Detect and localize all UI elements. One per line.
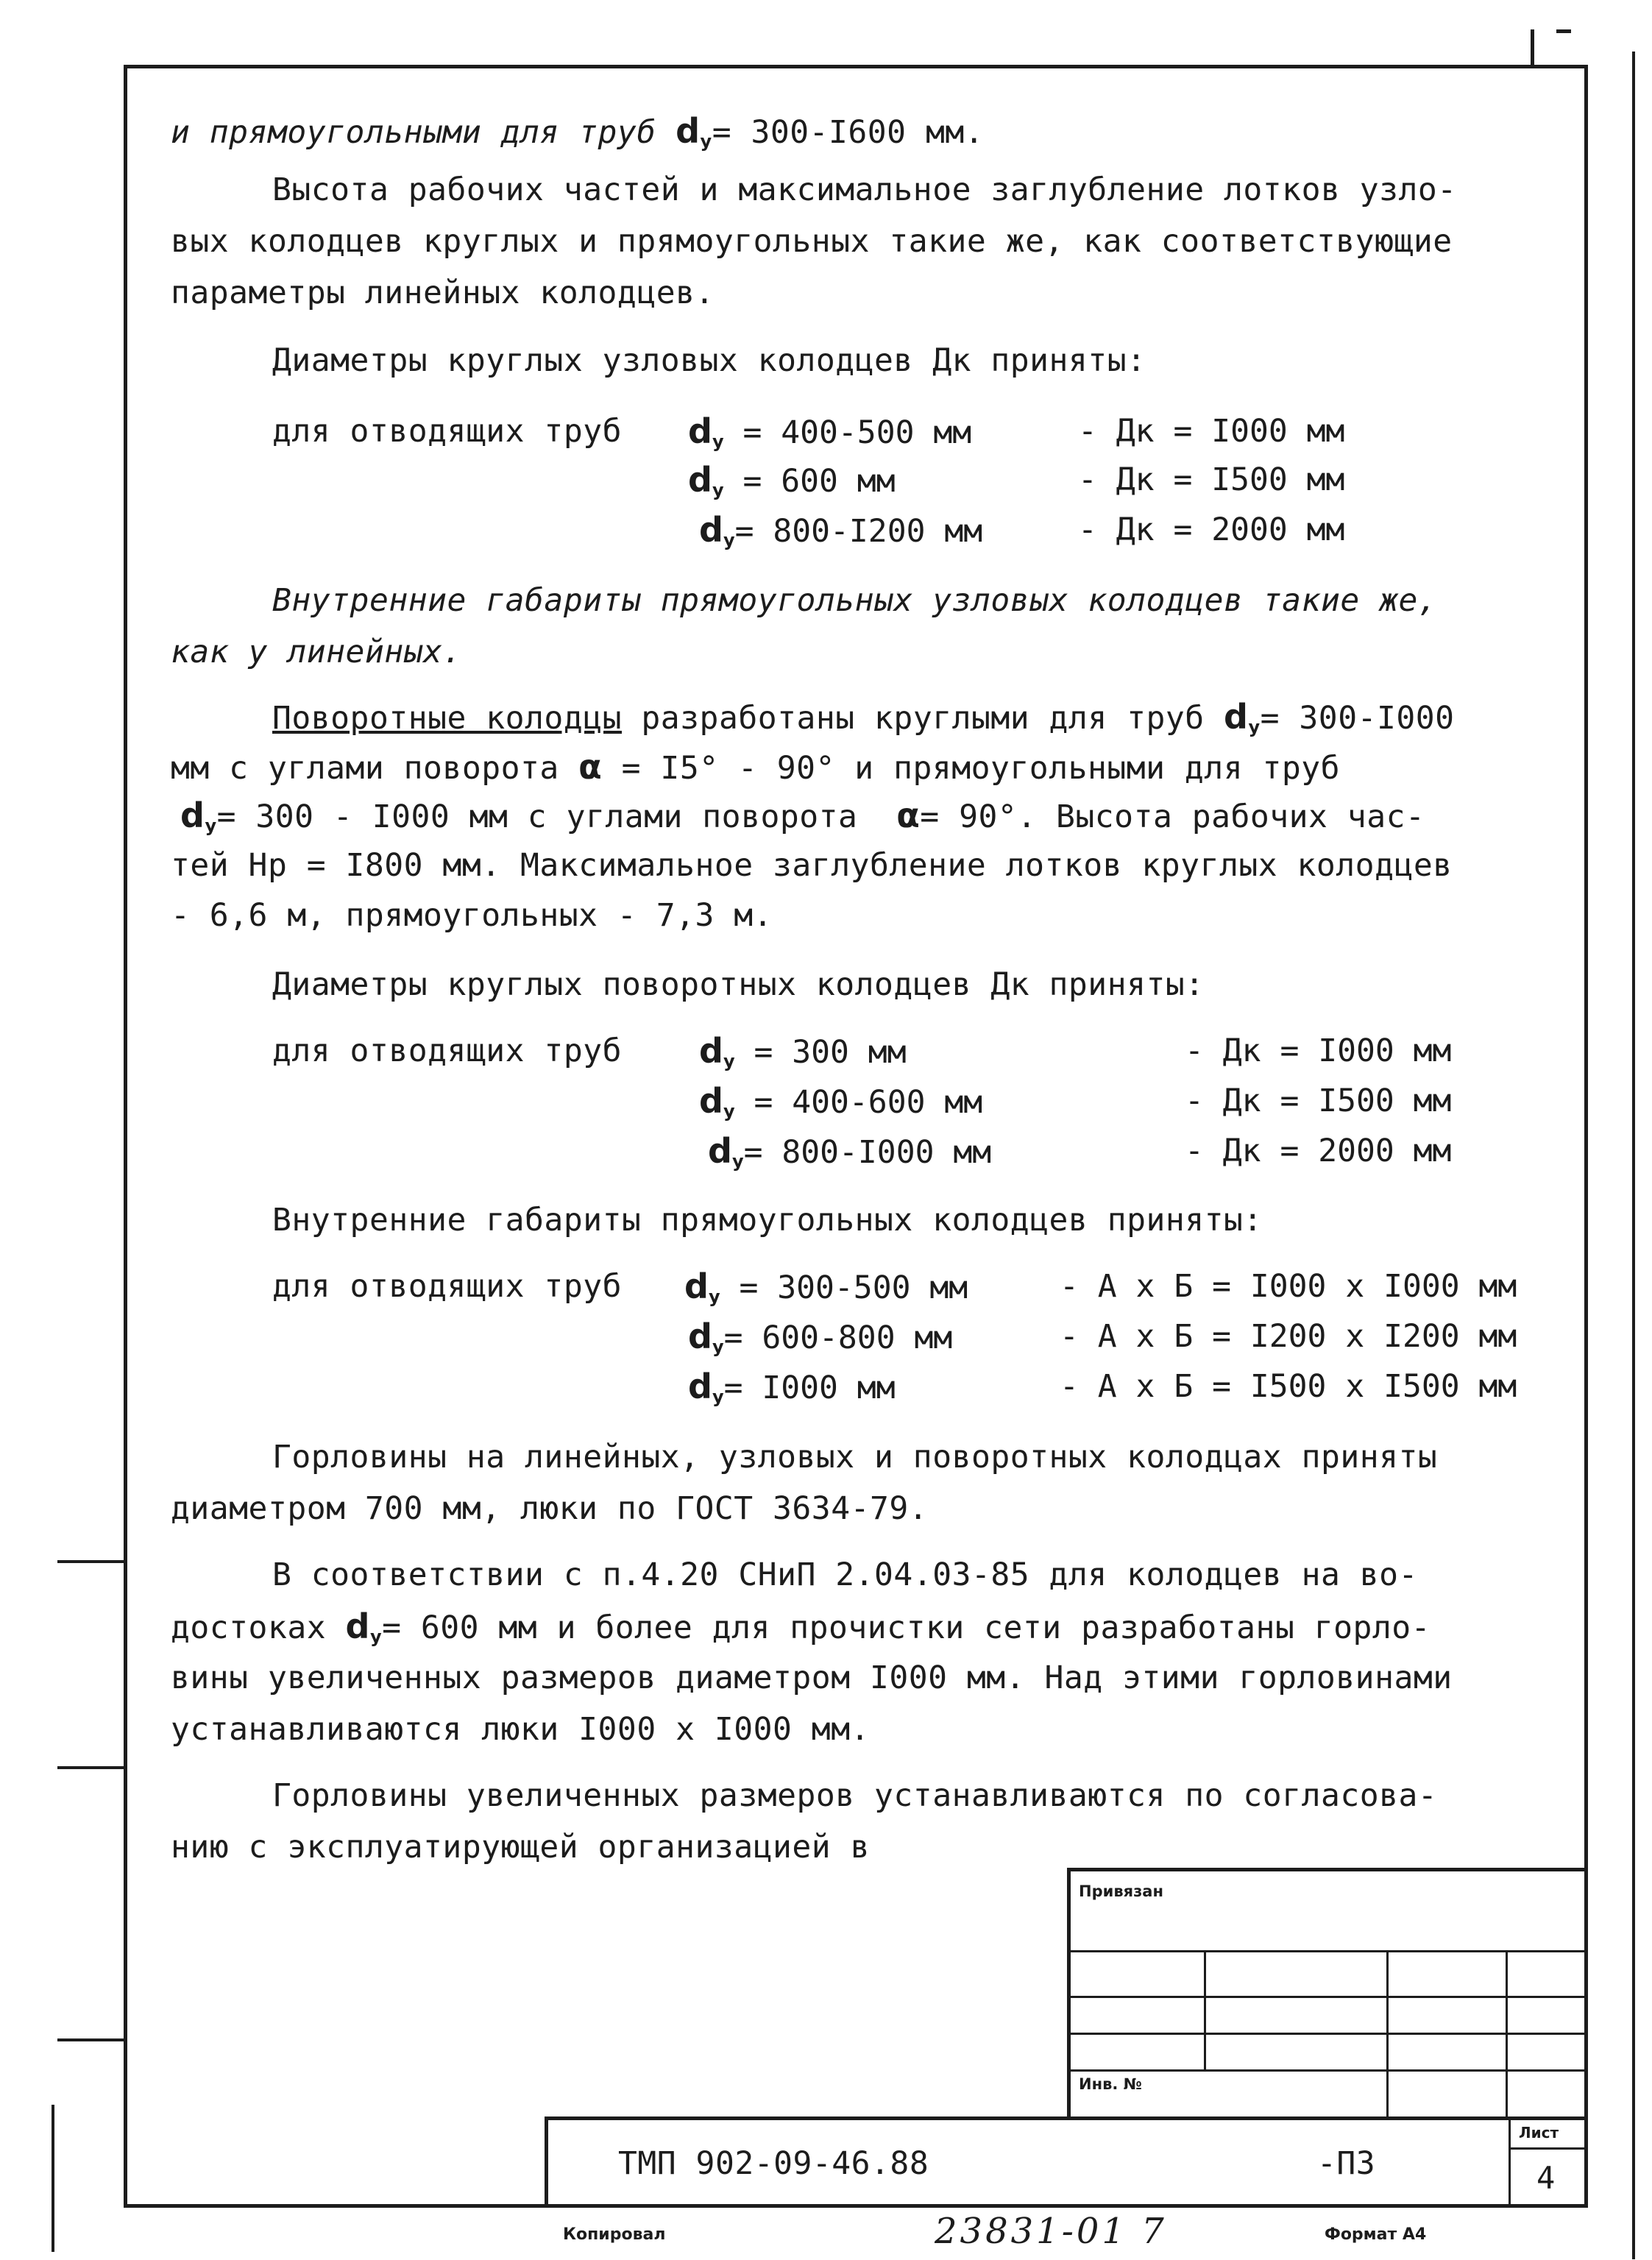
stamp-line	[1506, 1950, 1508, 2119]
document-suffix: -П3	[1317, 2145, 1376, 2182]
stamp-line	[1067, 1868, 1588, 1871]
body-line: устанавливаются люки I000 х I000 мм.	[171, 1711, 870, 1748]
turn-diameter-row: $d_у= 800-I000$ мм	[708, 1131, 992, 1172]
body-line: как у линейных.	[171, 634, 462, 670]
nodal-dk-value: - Дк = I000 мм	[1078, 413, 1345, 450]
stamp-line	[545, 2116, 548, 2208]
corner-mark-dash	[1556, 29, 1571, 33]
body-line: для отводящих труб	[272, 1032, 622, 1069]
inv-no-label: Инв. №	[1079, 2075, 1142, 2093]
margin-mark	[57, 1766, 124, 1769]
turn-dk-value: - Дк = I500 мм	[1185, 1083, 1452, 1119]
body-line: для отводящих труб	[272, 413, 622, 450]
body-line: диаметром 700 мм, люки по ГОСТ 3634-79.	[171, 1490, 929, 1527]
body-line: Горловины на линейных, узловых и поворотных колодцах приняты	[272, 1439, 1438, 1476]
body-line: Высота рабочих частей и максимальное заглубление лотков узло-	[272, 171, 1457, 208]
body-line: достоках $d_у= 600$ мм и более для прочистки сети разработаны горло-	[171, 1607, 1431, 1647]
rect-ab-value: - А х Б = I500 х I500 мм	[1060, 1368, 1517, 1405]
nodal-diameter-row: $d_у= 800-I200$ мм	[699, 510, 983, 550]
body-line: и прямоугольными для труб $d_у= 300-I600$ мм.	[171, 111, 985, 152]
rect-ab-value: - А х Б = I000 х I000 мм	[1060, 1268, 1517, 1305]
stamp-line	[1204, 1950, 1206, 2069]
corner-mark	[1531, 29, 1534, 66]
stamp-line	[1067, 1996, 1588, 1998]
body-line: нию с эксплуатирующей организацией в	[171, 1829, 870, 1866]
stamp-line	[1067, 1950, 1588, 1952]
stamp-line	[1067, 2033, 1588, 2035]
format-label: Формат А4	[1325, 2225, 1427, 2244]
document-code: ТМП 902-09-46.88	[618, 2145, 929, 2182]
body-line: Диаметры круглых узловых колодцев Дк приняты:	[272, 342, 1146, 379]
d-symbol: $d_у$	[676, 111, 712, 152]
rect-size-row: $d_у= I000$ мм	[688, 1367, 896, 1407]
body-line: В соответствии с п.4.20 СНиП 2.04.03-85 для колодцев на во-	[272, 1556, 1418, 1593]
turn-diameter-row: $d_у = 300$ мм	[699, 1031, 907, 1071]
nodal-dk-value: - Дк = 2000 мм	[1078, 511, 1345, 548]
body-line: Горловины увеличенных размеров устанавливаются по согласова-	[272, 1777, 1438, 1814]
turn-diameter-row: $d_у = 400-600$ мм	[699, 1081, 983, 1122]
sheet-number: 4	[1536, 2160, 1556, 2196]
stamp-line	[1509, 2147, 1588, 2150]
body-line: вых колодцев круглых и прямоугольных такие же, как соответствующие	[171, 223, 1453, 260]
nodal-diameter-row: $d_у = 600$ мм	[688, 460, 896, 500]
turn-dk-value: - Дк = 2000 мм	[1185, 1133, 1452, 1169]
body-line: тей Hp = I800 мм. Максимальное заглубление лотков круглых колодцев	[171, 847, 1453, 884]
body-line: Внутренние габариты прямоугольных колодцев приняты:	[272, 1202, 1263, 1239]
turn-dk-value: - Дк = I000 мм	[1185, 1032, 1452, 1069]
body-line: Поворотные колодцы разработаны круглыми для труб $d_у= 300-I000$	[272, 697, 1455, 737]
sheet-edge-right	[1632, 52, 1635, 2259]
body-line: $d_у= 300 - I000$ мм с углами поворота α= 90°. Высота рабочих час-	[180, 796, 1425, 836]
rect-size-row: $d_у = 300-500$ мм	[684, 1267, 968, 1307]
rect-size-row: $d_у= 600-800$ мм	[688, 1317, 953, 1357]
body-line: Диаметры круглых поворотных колодцев Дк приняты:	[272, 966, 1205, 1003]
margin-mark	[57, 2038, 124, 2041]
body-line: Внутренние габариты прямоугольных узловых колодцев такие же,	[272, 582, 1438, 619]
copied-label: Копировал	[563, 2225, 666, 2244]
stamp-line	[1067, 2069, 1588, 2072]
nodal-dk-value: - Дк = I500 мм	[1078, 461, 1345, 498]
handwritten-number: 23831-01 7	[935, 2211, 1167, 2252]
stamp-line	[1067, 1868, 1071, 2119]
rect-ab-value: - А х Б = I200 х I200 мм	[1060, 1318, 1517, 1355]
sheet-label: Лист	[1519, 2124, 1559, 2142]
margin-mark	[57, 1560, 124, 1563]
margin-mark	[52, 2105, 54, 2252]
stamp-line	[545, 2116, 1588, 2120]
body-line: параметры линейных колодцев.	[171, 274, 715, 311]
body-line: вины увеличенных размеров диаметром I000 мм. Над этими горловинами	[171, 1659, 1453, 1696]
privyazan-label: Привязан	[1079, 1882, 1163, 1900]
stamp-line	[1509, 2116, 1511, 2208]
stamp-line	[1386, 1950, 1389, 2119]
nodal-diameter-row: $d_у = 400-500$ мм	[688, 411, 972, 452]
body-line: мм с углами поворота α = I5° - 90° и прямоугольными для труб	[171, 747, 1341, 787]
body-line: - 6,6 м, прямоугольных - 7,3 м.	[171, 897, 773, 934]
body-line: для отводящих труб	[272, 1268, 622, 1305]
